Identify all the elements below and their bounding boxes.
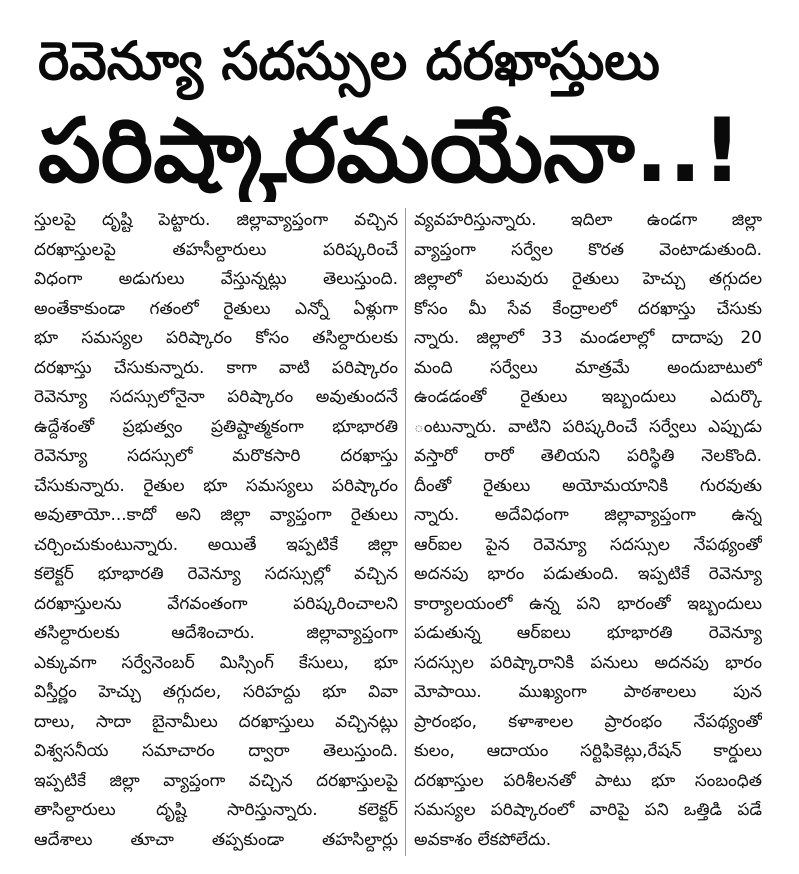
text-line: మోపాయి. ముఖ్యంగా పాఠశాలలు పున <box>414 682 762 702</box>
column-divider <box>405 208 406 856</box>
text-line: కోసం మీ సేవ కేంద్రాలలో దరఖాస్తు చేసుకు <box>414 298 762 319</box>
text-line: వ్యాప్తంగా సర్వేల కొరత వెంటాడుతుంది. <box>414 239 762 260</box>
article-column-right <box>414 206 762 855</box>
text-line: న్నారు. జిల్లాలో 33 మండలాల్లో దాదాపు 20 <box>414 328 762 348</box>
text-line: అదనపు భారం పడుతుంది. ఇప్పటికే రెవెన్యూ <box>414 564 762 584</box>
text-line: కార్యాలయంలో ఉన్న పని భారంతో ఇబ్బందులు <box>414 593 762 614</box>
text-line: చర్చించుకుంటున్నారు. అయితే ఇప్పటికే జిల్లా <box>34 534 398 555</box>
text-line: పడుతున్న ఆర్ఐలు భూభారతి రెవెన్యూ <box>414 623 762 643</box>
text-line: దాలు, సాదా బైనామీలు దరఖాస్తులు వచ్చినట్లు <box>34 711 398 732</box>
text-line: అవకాశం లేకపోలేదు. <box>414 829 552 850</box>
text-line: దరఖాస్తు చేసుకున్నారు. కాగా వాటి పరిష్కారం <box>34 357 398 378</box>
text-line: వ్యవహరిస్తున్నారు. ఇదిలా ఉండగా జిల్లా <box>414 210 762 230</box>
text-line: అంతేకాకుండా గతంలో రైతులు ఎన్నో ఏళ్లుగా <box>34 298 398 319</box>
text-line: భూ సమస్యల పరిష్కారం కోసం తసిల్దారులకు <box>34 328 398 348</box>
text-line: తసిల్దారులకు ఆదేశించారు. జిల్లావ్యాప్తంగా <box>34 623 398 643</box>
text-line: వస్తారో రారో తెలియని పరిస్థితి నెలకొంది. <box>414 446 762 466</box>
text-line: న్నారు. అదేవిధంగా జిల్లావ్యాప్తంగా ఉన్న <box>414 505 762 525</box>
text-line: కలెక్టర్ భూభారతి రెవెన్యూ సదస్సుల్లో వచ్చిన <box>34 564 398 584</box>
headline-line-1-text: రెవెన్యూ సదస్సుల దరఖాస్తులు <box>38 30 660 92</box>
text-line: ఆర్ఐల పైన రెవెన్యూ సదస్సుల నేపథ్యంతో <box>414 534 762 555</box>
text-line: ఎక్కువగా సర్వేనెంబర్ మిస్సింగ్ కేసులు, భూ <box>34 652 398 673</box>
text-line: మంది సర్వేలు మాత్రమే అందుబాటులో <box>414 357 762 378</box>
text-line: రెవెన్యూ సదస్సులో మరొకసారి దరఖాస్తు <box>34 446 398 466</box>
text-line: రెవెన్యూ సదస్సులోనైనా పరిష్కారం అవుతుందనే <box>34 387 398 407</box>
text-line: చేసుకున్నారు. రైతుల భూ సమస్యలు పరిష్కారం <box>34 475 398 496</box>
text-line: ంటున్నారు. వాటిని పరిష్కరించే సర్వేలు ఎప్పుడు <box>414 416 762 437</box>
text-line: దరఖాస్తులపై తహసీల్దారులు పరిష్కరించే <box>34 239 398 260</box>
text-line: ప్రారంభం, కళాశాలల ప్రారంభం నేపథ్యంతో <box>414 711 762 732</box>
text-line: దరఖాస్తుల పరిశీలనతో పాటు భూ సంబంధిత <box>414 770 762 791</box>
text-line: కులం, ఆదాయం సర్టిఫికెట్లు,రేషన్ కార్డులు <box>414 741 762 761</box>
text-line: ఉద్దేశంతో ప్రభుత్వం ప్రతిష్టాత్మకంగా భూభారతి <box>34 416 398 437</box>
text-line: విశ్వసనీయ సమాచారం ద్వారా తెలుస్తుంది. <box>34 741 398 761</box>
text-line: సమస్యల పరిష్కారంలో వారిపై పని ఒత్తిడి పడే <box>414 800 762 820</box>
headline-line-2 <box>38 100 754 202</box>
text-line: తాసిల్దారులు దృష్టి సారిస్తున్నారు. కలెక్టర్ <box>34 800 398 820</box>
headline-line-2-text: పరిష్కారమయేనా..! <box>38 100 743 202</box>
text-line: సదస్సుల పరిష్కారానికి పనులు అదనపు భారం <box>414 652 762 673</box>
text-line: విస్తీర్ణం హెచ్చు తగ్గుదల, సరిహద్దు భూ వివా <box>34 682 398 702</box>
article-column-left <box>34 206 398 855</box>
headline-line-1 <box>38 22 663 102</box>
text-line: ఇప్పటికే జిల్లా వ్యాప్తంగా వచ్చిన దరఖాస్తులపై <box>34 770 398 791</box>
text-line: దీంతో రైతులు అయోమయానికి గురవుతు <box>414 475 762 496</box>
text-line: ఆదేశాలు తూచా తప్పకుండా తహసిల్దార్లు <box>34 829 398 850</box>
text-line: విధంగా అడుగులు వేస్తున్నట్లు తెలుస్తుంది. <box>34 269 398 289</box>
text-line: ఉండడంతో రైతులు ఇబ్బందులు ఎదుర్కొ <box>414 387 762 407</box>
text-line: దరఖాస్తులను వేగవంతంగా పరిష్కరించాలని <box>34 593 398 614</box>
text-line: జిల్లాలో పలువురు రైతులు హెచ్చు తగ్గుదల <box>414 269 762 289</box>
text-line: స్తులపై దృష్టి పెట్టారు. జిల్లావ్యాప్తంగా వచ్చిన <box>34 210 398 230</box>
text-line: అవుతాయో...కాదో అని జిల్లా వ్యాప్తంగా రైతులు <box>34 505 398 525</box>
